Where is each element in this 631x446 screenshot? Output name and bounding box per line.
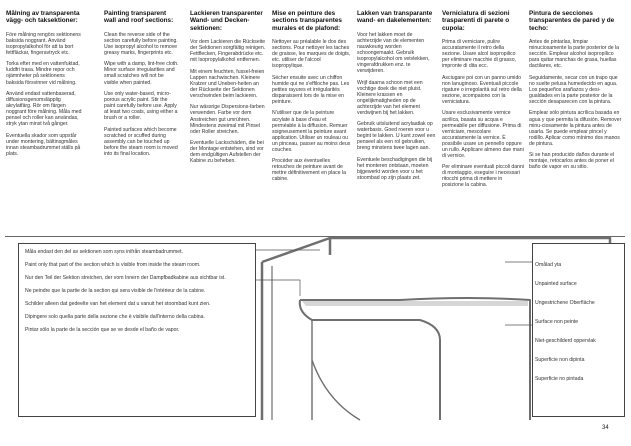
column-paragraph: Usare esclusivamente vernice acrilica, basata su acqua e permeabile per diffusione. Prima di verniciare, mescolare accuratamente la vernice. È possibile usare un pennello oppure un rullo. Applicare almeno due mani di vernice. (442, 110, 524, 159)
column-paragraph: Procéder aux éventuelles retouches de peinture avant de mettre définitivement en place la cabine. (272, 158, 347, 183)
column-title: Verniciatura di sezioni trasparenti di parete o cupola: (442, 10, 510, 32)
column-title: Lakken van transparante wand- en dakelementen: (357, 10, 433, 25)
column-title: Painting transparent wall and roof sections: (104, 10, 174, 25)
legend-item: Surface non peinte (535, 319, 579, 325)
column-paragraph: Emplear sólo pintura acrílica basada en agua y que permita la difusión. Remover minu-ciosamente la pintura antes de usarla. Se puede emplear pincel y rodillo. Aplicar como mínimo dos manos de pintura. (529, 110, 622, 147)
column-paragraph: Före målning rengörs sektionens baksida noggrant. Använd isopropylalkohol för att ta bort fettfläckar, fingeravtryck etc. (6, 31, 81, 56)
column-paragraph: Gebruik uitsluitend acrylaatlak op waterbasis. Goed roeren voor u begint te lakken. U kunt zowel een penseel als een rol gebruiken, breng minstens twee lagen aan. (357, 121, 436, 152)
instruction-german: Nur den Teil der Sektion streichen, der vom Innern der Dampfbadkabine aus sichtbar ist. (25, 275, 226, 282)
column-paragraph: Eventuele beschadigingen die bij het monteren ontstaan, moeten bijgewerkt worden voor u het stoombad op zijn plaats zet. (357, 156, 433, 181)
column-title: Pintura de secciones transparentes de pared y de techo: (529, 10, 615, 32)
legend-item: Niet-geschilderd oppervlak (535, 338, 596, 344)
column-paragraph: Per eliminare eventuali piccoli danni di montaggio, eseguire i necessari ritocchi prima di mettere in posizione la cabina. (442, 164, 525, 189)
instruction-french: Ne peindre que la partie de la section qui sera visible de l'intérieur de la cabine. (25, 288, 206, 295)
column-title: Målning av transparenta vägg- och taksektioner: (6, 10, 80, 25)
column-paragraph: N'utiliser que de la peinture acrylate à base d'eau et perméable à la diffusion. Remuer soigneusement la peinture avant application. Utiliser un rouleau ou un pinceau, passer au moins deux couches. (272, 110, 351, 153)
legend-item: Ungestrichene Oberfläche (535, 300, 595, 306)
column-paragraph: Sécher ensuite avec un chiffon humide qui ne s'effiloche pas. Les petites rayures et irrégularités disparaissent lors de la mise en peinture. (272, 74, 350, 106)
legend-box (532, 243, 625, 417)
legend-item: Superficie no pintada (535, 376, 584, 382)
column-paragraph: Wrijf daarna schoon met een vochtige doek die niet pluist. Kleinere krassen en ongelijkmatigheden op de achterzijde van het element verdwijnen bij het lakken. (357, 79, 423, 116)
legend-item: Unpainted surface (535, 281, 577, 287)
instruction-italian: Dipingere solo quella parte della sezione che è visibile dall'interno della cabina. (25, 314, 205, 321)
column-paragraph: Asciugare poi con un panno umido non lanuginoso. Eventuali piccole rigature o irregolarità sul retro della sezione, scompaiono con la verniciatura. (442, 74, 522, 106)
column-paragraph: Seguidamente, secar con un trapo que no suelte pelusa humedecido en agua. Los pequeños arañazos y desi-gualdades en la parte posterior de la sección desaparecen con la pintura. (529, 74, 618, 106)
instruction-english: Paint only that part of the section which is visible from inside the steam room. (25, 262, 201, 269)
column-paragraph: Antes de pintarlas, limpiar minuciosamente la parte posterior de la sección. Emplear alcohol isopropílico para quitar manchas de grasa, huellas dactilares, etc. (529, 39, 620, 70)
column-paragraph: Nettoyer au préalable le dos des sections. Pour nettoyer les taches de graisse, les marques de doigts, etc. utiliser de l'alcool isopropylique. (272, 39, 351, 70)
legend-item: Superficie non dipinta (535, 357, 585, 363)
column-paragraph: Clean the reverse side of the section carefully before painting. Use isopropyl alcohol to remove greasy marks, fingerprints etc. (104, 31, 178, 56)
page-number: 34 (602, 425, 609, 431)
column-paragraph: Vor dem Lackieren die Rückseite der Sektionen sorgfältig reinigen. Fettflecken, Fingerabdrücke etc. mit Isopropylalkohol entfernen. (190, 39, 266, 64)
instruction-swedish: Måla endast den del av sektionen som syns inifrån steambadrummet. (25, 249, 184, 255)
column-paragraph: Mit einem feuchten, fussel-freien Lappen nachwischen. Kleinere Kratzer und Uneben-heiten an der Rückseite der Sektionen verschwinden beim lackieren. (190, 68, 265, 99)
instruction-spanish: Pintar sólo la parte de la sección que se ve desde el baño de vapor. (25, 327, 180, 334)
column-title: Mise en peinture des sections transparentes murales et de plafond: (272, 10, 342, 32)
column-paragraph: Eventuella skador som uppstår under montering, bältinsgmåles innan steambadrummet ställs på plats. (6, 132, 81, 157)
instruction-dutch: Schilder alleen dat gedeelte van het element dat u vanuit het stoombad kunt zien. (25, 301, 211, 308)
legend-item: Omålad yta (535, 262, 562, 268)
column-paragraph: Use only water-based, micro-porous acrylic paint. Stir the paint carefully before use. Apply at least two coats, using either a brush or a roller. (104, 90, 178, 122)
column-paragraph: Voor het lakken moet de achterzijde van de elementen nauwkeurig worden schoongemaakt. Gebruik isopropylalcohol om vetvlekken, vingerafdrukken enz. te verwijderen. (357, 31, 430, 75)
column-paragraph: Prima di verniciare, pulire accuratamente il retro della sezione. Usare alcol isopropilico per eliminare macchie di grasso, impronte di dita ecc. (442, 39, 516, 70)
column-paragraph: Painted surfaces which become scratched or scuffed during assembly can be touched up before the steam room is moved into its final location. (104, 126, 178, 157)
instruction-box (18, 243, 256, 417)
column-paragraph: Si se han producido daños durante el montaje, retocarlos antes de poner el baño de vapor en su sitio. (529, 152, 615, 171)
column-paragraph: Eventuelle Lackschäden, die bei der Montage entstehen, sind vor dem endgültigen Aufstellen der Kabine zu beheben. (190, 140, 264, 165)
column-paragraph: Torka efter med en vattenfuktad, luddfri trasa. Mindre repor och ojämnheter på sektionens baksida försvinner vid målning. (6, 61, 80, 86)
column-title: Lackieren transparenter Wand- und Decken-sektionen: (190, 10, 263, 32)
column-paragraph: Använd endast vattenbaserad, diffusionsgenomsläpplig akrylatfärg. Rör om färgen noggrant före målning. Måla med pensel och roller kan användas, stryk ytan minst två gånger. (6, 90, 82, 128)
column-paragraph: Wipe with a damp, lint-free cloth. Minor surface irregularities and small scratches will not be visible when painted. (104, 61, 179, 86)
column-paragraph: Nur wässrige Dispersions-farben verwenden. Farbe vor dem Anstreichen gut umrühren. Mindestens zweimal mit Pinsel oder Roller streichen. (190, 104, 265, 135)
